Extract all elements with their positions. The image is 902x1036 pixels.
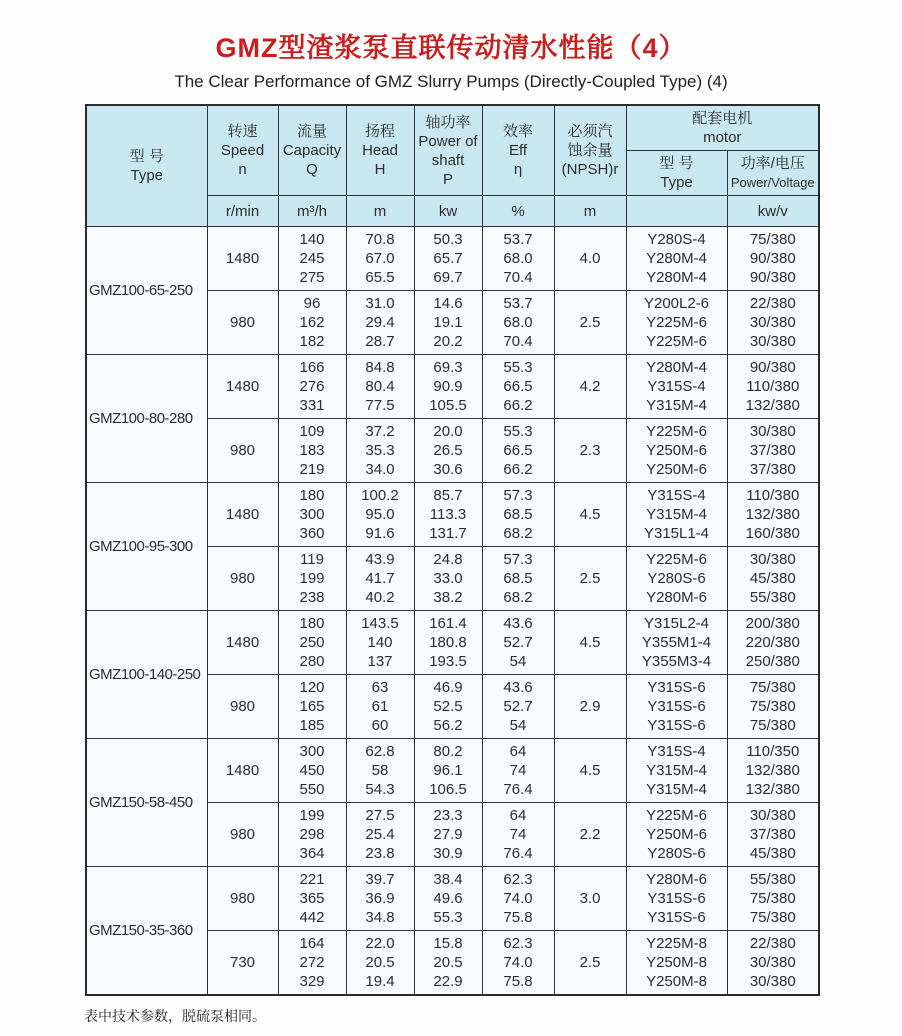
speed-cell: 1480 [207,611,278,675]
npsh-cell: 2.5 [554,291,626,355]
head-cell: 63 61 60 [346,675,414,739]
pump-data-row [86,611,819,675]
speed-cell: 980 [207,675,278,739]
capacity-cell: 166 276 331 [278,355,346,419]
head-cell: 43.9 41.7 40.2 [346,547,414,611]
unit-motor-type [626,196,727,227]
speed-cell: 730 [207,931,278,996]
unit-shaft-power: kw [414,196,482,227]
motor-type-cell: Y225M-8 Y250M-8 Y250M-8 [626,931,727,996]
shaft-power-cell: 24.8 33.0 38.2 [414,547,482,611]
shaft-power-cell: 85.7 113.3 131.7 [414,483,482,547]
npsh-cell: 4.5 [554,611,626,675]
efficiency-cell: 55.3 66.5 66.2 [482,355,554,419]
motor-power-cell: 75/380 75/380 75/380 [727,675,819,739]
motor-type-cell: Y315S-6 Y315S-6 Y315S-6 [626,675,727,739]
efficiency-cell: 57.3 68.5 68.2 [482,483,554,547]
document-page [0,26,902,1026]
motor-power-cell: 30/380 37/380 37/380 [727,419,819,483]
motor-type-cell: Y280M-4 Y315S-4 Y315M-4 [626,355,727,419]
npsh-cell: 2.9 [554,675,626,739]
shaft-power-cell: 50.3 65.7 69.7 [414,227,482,291]
speed-cell: 1480 [207,355,278,419]
unit-speed: r/min [207,196,278,227]
efficiency-cell: 43.6 52.7 54 [482,611,554,675]
head-cell: 100.2 95.0 91.6 [346,483,414,547]
shaft-power-cell: 46.9 52.5 56.2 [414,675,482,739]
pump-model-cell: GMZ150-58-450 [86,739,207,867]
col-header-head: 扬程 Head H [346,105,414,196]
motor-type-cell: Y315L2-4 Y355M1-4 Y355M3-4 [626,611,727,675]
unit-npsh: m [554,196,626,227]
capacity-cell: 180 300 360 [278,483,346,547]
unit-motor-power: kw/v [727,196,819,227]
speed-cell: 1480 [207,227,278,291]
npsh-cell: 2.2 [554,803,626,867]
motor-power-cell: 55/380 75/380 75/380 [727,867,819,931]
head-cell: 31.0 29.4 28.7 [346,291,414,355]
unit-efficiency: % [482,196,554,227]
npsh-cell: 4.5 [554,739,626,803]
pump-data-row [86,739,819,803]
head-cell: 22.0 20.5 19.4 [346,931,414,996]
head-cell: 84.8 80.4 77.5 [346,355,414,419]
head-cell: 27.5 25.4 23.8 [346,803,414,867]
col-header-speed: 转速 Speed n [207,105,278,196]
capacity-cell: 120 165 185 [278,675,346,739]
motor-power-cell: 110/380 132/380 160/380 [727,483,819,547]
pump-model-cell: GMZ100-140-250 [86,611,207,739]
col-header-motor-group: 配套电机 motor [626,105,819,151]
speed-cell: 980 [207,547,278,611]
npsh-cell: 4.2 [554,355,626,419]
capacity-cell: 199 298 364 [278,803,346,867]
efficiency-cell: 53.7 68.0 70.4 [482,291,554,355]
shaft-power-cell: 69.3 90.9 105.5 [414,355,482,419]
pump-data-row [86,867,819,931]
efficiency-cell: 64 74 76.4 [482,739,554,803]
col-header-type: 型 号 Type [86,105,207,227]
pump-model-cell: GMZ100-95-300 [86,483,207,611]
capacity-cell: 164 272 329 [278,931,346,996]
pump-data-row [86,355,819,419]
npsh-cell: 4.5 [554,483,626,547]
shaft-power-cell: 14.6 19.1 20.2 [414,291,482,355]
npsh-cell: 4.0 [554,227,626,291]
efficiency-cell: 55.3 66.5 66.2 [482,419,554,483]
capacity-cell: 180 250 280 [278,611,346,675]
pump-model-cell: GMZ150-35-360 [86,867,207,996]
col-header-npsh: 必须汽 蚀余量 (NPSH)r [554,105,626,196]
unit-capacity: m³/h [278,196,346,227]
shaft-power-cell: 23.3 27.9 30.9 [414,803,482,867]
col-header-efficiency: 效率 Eff η [482,105,554,196]
efficiency-cell: 64 74 76.4 [482,803,554,867]
shaft-power-cell: 161.4 180.8 193.5 [414,611,482,675]
unit-head: m [346,196,414,227]
motor-type-cell: Y280M-6 Y315S-6 Y315S-6 [626,867,727,931]
npsh-cell: 2.5 [554,547,626,611]
pump-data-row [86,227,819,291]
npsh-cell: 3.0 [554,867,626,931]
page-title: GMZ型渣浆泵直联传动清水性能（4） [215,33,687,63]
npsh-cell: 2.3 [554,419,626,483]
motor-type-cell: Y200L2-6 Y225M-6 Y225M-6 [626,291,727,355]
col-header-motor-power: 功率/电压 Power/Voltage [727,151,819,196]
page-subtitle: The Clear Performance of GMZ Slurry Pumps (Directly-Coupled Type) (4) [174,72,728,91]
shaft-power-cell: 20.0 26.5 30.6 [414,419,482,483]
head-cell: 143.5 140 137 [346,611,414,675]
footnote: 表中技术参数，脱硫泵相同。 [84,1008,266,1024]
speed-cell: 980 [207,419,278,483]
motor-type-cell: Y225M-6 Y250M-6 Y250M-6 [626,419,727,483]
motor-type-cell: Y280S-4 Y280M-4 Y280M-4 [626,227,727,291]
speed-cell: 980 [207,867,278,931]
shaft-power-cell: 38.4 49.6 55.3 [414,867,482,931]
motor-type-cell: Y315S-4 Y315M-4 Y315L1-4 [626,483,727,547]
capacity-cell: 119 199 238 [278,547,346,611]
efficiency-cell: 43.6 52.7 54 [482,675,554,739]
motor-type-cell: Y225M-6 Y280S-6 Y280M-6 [626,547,727,611]
motor-power-cell: 30/380 45/380 55/380 [727,547,819,611]
table-body [86,227,819,996]
performance-table [85,104,820,996]
motor-power-cell: 30/380 37/380 45/380 [727,803,819,867]
table-header [86,105,819,227]
capacity-cell: 96 162 182 [278,291,346,355]
npsh-cell: 2.5 [554,931,626,996]
pump-model-cell: GMZ100-65-250 [86,227,207,355]
motor-type-cell: Y315S-4 Y315M-4 Y315M-4 [626,739,727,803]
speed-cell: 980 [207,803,278,867]
speed-cell: 1480 [207,483,278,547]
col-header-motor-type: 型 号 Type [626,151,727,196]
motor-power-cell: 22/380 30/380 30/380 [727,291,819,355]
speed-cell: 1480 [207,739,278,803]
efficiency-cell: 62.3 74.0 75.8 [482,931,554,996]
motor-power-cell: 110/350 132/380 132/380 [727,739,819,803]
pump-data-row [86,483,819,547]
motor-type-cell: Y225M-6 Y250M-6 Y280S-6 [626,803,727,867]
head-cell: 62.8 58 54.3 [346,739,414,803]
col-header-shaft-power: 轴功率 Power of shaft P [414,105,482,196]
head-cell: 70.8 67.0 65.5 [346,227,414,291]
col-header-capacity: 流量 Capacity Q [278,105,346,196]
motor-power-cell: 200/380 220/380 250/380 [727,611,819,675]
motor-power-cell: 75/380 90/380 90/380 [727,227,819,291]
efficiency-cell: 62.3 74.0 75.8 [482,867,554,931]
speed-cell: 980 [207,291,278,355]
motor-power-cell: 90/380 110/380 132/380 [727,355,819,419]
shaft-power-cell: 15.8 20.5 22.9 [414,931,482,996]
shaft-power-cell: 80.2 96.1 106.5 [414,739,482,803]
motor-power-cell: 22/380 30/380 30/380 [727,931,819,996]
capacity-cell: 300 450 550 [278,739,346,803]
efficiency-cell: 53.7 68.0 70.4 [482,227,554,291]
capacity-cell: 109 183 219 [278,419,346,483]
head-cell: 39.7 36.9 34.8 [346,867,414,931]
pump-model-cell: GMZ100-80-280 [86,355,207,483]
capacity-cell: 140 245 275 [278,227,346,291]
capacity-cell: 221 365 442 [278,867,346,931]
head-cell: 37.2 35.3 34.0 [346,419,414,483]
efficiency-cell: 57.3 68.5 68.2 [482,547,554,611]
